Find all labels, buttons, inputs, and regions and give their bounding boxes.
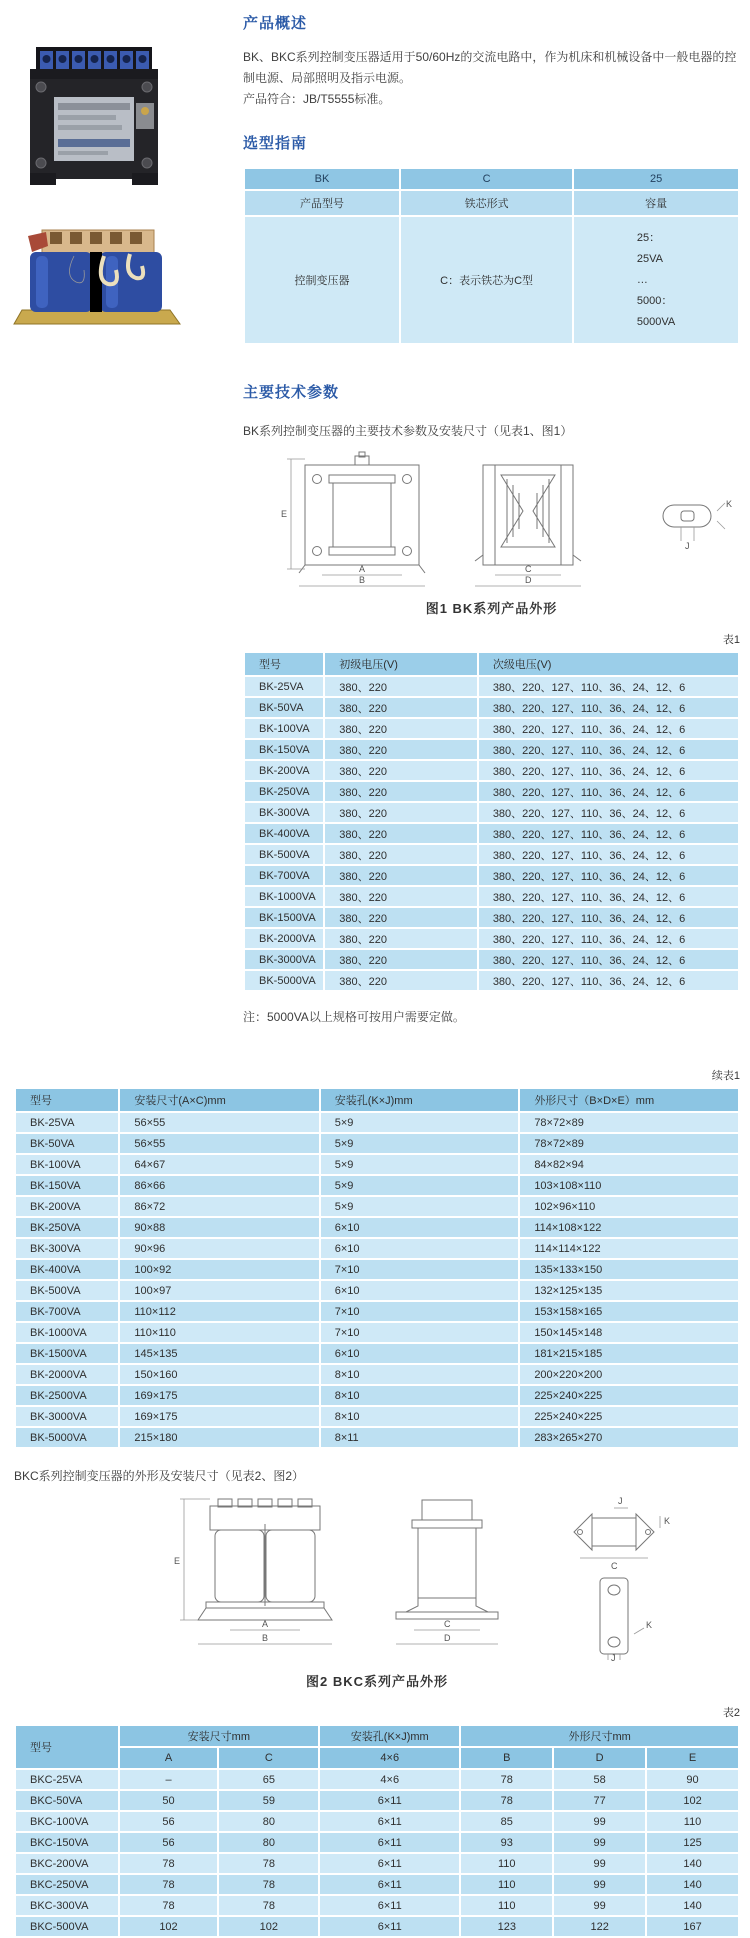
cont-header-model: 型号 (16, 1089, 118, 1111)
table-cell: 169×175 (120, 1407, 318, 1426)
table-cell: 114×114×122 (520, 1239, 738, 1258)
table-cell: 5×9 (321, 1197, 519, 1216)
selection-desc-core: C：表示铁芯为C型 (401, 217, 572, 343)
table-cell: BK-5000VA (16, 1428, 118, 1447)
table-row (16, 1155, 738, 1174)
table-cell: 167 (647, 1917, 738, 1936)
bk-intro-text: BK系列控制变压器的主要技术参数及安装尺寸（见表1、图1） (243, 424, 573, 438)
table-cell: 380、220 (325, 908, 477, 927)
table1 (243, 651, 740, 992)
table-cell: 6×10 (321, 1239, 519, 1258)
table-cell: 380、220 (325, 740, 477, 759)
table-row (16, 1197, 738, 1216)
table-row (16, 1854, 738, 1873)
figure2-drawing (14, 1494, 740, 1662)
table-cell: 78 (219, 1875, 318, 1894)
table-cell: 150×160 (120, 1365, 318, 1384)
table-cell: 110 (461, 1875, 552, 1894)
table-cell: 8×10 (321, 1365, 519, 1384)
table-cell: 169×175 (120, 1386, 318, 1405)
table-cell: BK-3000VA (245, 950, 323, 969)
table-cell: BK-2000VA (16, 1365, 118, 1384)
table-cell: 6×11 (320, 1917, 459, 1936)
fig1-dim-e: E (281, 509, 288, 519)
table-cell: 380、220 (325, 950, 477, 969)
fig2-dim-d: D (444, 1633, 451, 1643)
table-cell: 380、220、127、110、36、24、12、6 (479, 782, 738, 801)
table-cell: 93 (461, 1833, 552, 1852)
table-cell: 6×11 (320, 1896, 459, 1915)
table-cell: BKC-300VA (16, 1896, 118, 1915)
table-cell: BK-500VA (245, 845, 323, 864)
table-row (16, 1239, 738, 1258)
table-cell: 7×10 (321, 1260, 519, 1279)
table-cell: 6×11 (320, 1812, 459, 1831)
table-cell: 78 (461, 1770, 552, 1789)
table-cell: BK-1000VA (245, 887, 323, 906)
table-row (245, 719, 738, 738)
table-cell: 110 (647, 1812, 738, 1831)
table-cell: BKC-200VA (16, 1854, 118, 1873)
table-cell: BK-2000VA (245, 929, 323, 948)
table-cell: 380、220、127、110、36、24、12、6 (479, 887, 738, 906)
capacity-lines (637, 228, 675, 333)
table-cell: 100×97 (120, 1281, 318, 1300)
table-cell: 84×82×94 (520, 1155, 738, 1174)
table-row (16, 1281, 738, 1300)
table-cell: 215×180 (120, 1428, 318, 1447)
table2-label: 表2 (722, 1707, 740, 1719)
table-row (16, 1791, 738, 1810)
table-cell: 380、220 (325, 761, 477, 780)
table-cell: BK-100VA (16, 1155, 118, 1174)
table-cell: 110 (461, 1854, 552, 1873)
table-row (16, 1428, 738, 1447)
table-cell: 6×10 (321, 1281, 519, 1300)
fig2-dim-a: A (262, 1619, 269, 1629)
table-cell: 125 (647, 1833, 738, 1852)
table-cell: BK-2500VA (16, 1386, 118, 1405)
table-cell: 380、220、127、110、36、24、12、6 (479, 677, 738, 696)
table-row (245, 908, 738, 927)
table2-header-row1 (16, 1726, 738, 1746)
table-row (16, 1875, 738, 1894)
table2-header-model: 型号 (16, 1726, 118, 1768)
table-row (16, 1896, 738, 1915)
table-cell: 380、220 (325, 803, 477, 822)
capacity-line: … (636, 273, 648, 286)
table-cell: 5×9 (321, 1155, 519, 1174)
table-cell: 380、220 (325, 929, 477, 948)
table-cell: BK-700VA (16, 1302, 118, 1321)
selection-label-row (245, 191, 738, 215)
bkc-transformer-illustration (12, 226, 182, 334)
table-row (16, 1365, 738, 1384)
table2-header-hole: 安装孔(K×J)mm (320, 1726, 459, 1746)
selection-desc-capacity (574, 217, 738, 343)
table-cell: 225×240×225 (520, 1407, 738, 1426)
table-cell: 7×10 (321, 1302, 519, 1321)
table-cell: 78 (461, 1791, 552, 1810)
table-cell: BK-700VA (245, 866, 323, 885)
table1-body (245, 677, 738, 990)
table-cell: 380、220 (325, 677, 477, 696)
figure2-caption: 图2 BKC系列产品外形 (305, 1674, 448, 1689)
figure1-drawing (243, 449, 740, 589)
table-cell: 380、220 (325, 845, 477, 864)
table-cell: 59 (219, 1791, 318, 1810)
table-cell: 380、220 (325, 866, 477, 885)
table-row (16, 1260, 738, 1279)
table-cell: 8×10 (321, 1386, 519, 1405)
table-cell: 80 (219, 1833, 318, 1852)
table-cell: BK-1000VA (16, 1323, 118, 1342)
table-cell: 145×135 (120, 1344, 318, 1363)
table-row (16, 1218, 738, 1237)
table-row (245, 950, 738, 969)
table2-header-outline: 外形尺寸mm (461, 1726, 738, 1746)
table-cell: 99 (554, 1896, 645, 1915)
table1-label: 表1 (722, 634, 740, 646)
table2-subheader-c: C (219, 1748, 318, 1768)
table-cell: 56×55 (120, 1113, 318, 1132)
table-cell: 78 (219, 1854, 318, 1873)
table-cell: 225×240×225 (520, 1386, 738, 1405)
bk-transformer-illustration (24, 45, 164, 195)
table-cell: 99 (554, 1854, 645, 1873)
table-cell: 78×72×89 (520, 1134, 738, 1153)
table-cell: BK-1500VA (16, 1344, 118, 1363)
table-cell: 90×88 (120, 1218, 318, 1237)
table-cell: 56 (120, 1833, 218, 1852)
table-cell: 110×110 (120, 1323, 318, 1342)
table-cell: 77 (554, 1791, 645, 1810)
table-cell: BKC-100VA (16, 1812, 118, 1831)
cont-table (14, 1087, 740, 1449)
table-cell: 50 (120, 1791, 218, 1810)
fig2-dim-k2: K (646, 1620, 653, 1630)
table-row (245, 887, 738, 906)
table-cell: 6×11 (320, 1875, 459, 1894)
table-cell: 99 (554, 1812, 645, 1831)
table-cell: BK-500VA (16, 1281, 118, 1300)
table-cell: 380、220、127、110、36、24、12、6 (479, 929, 738, 948)
table2-header-mount: 安装尺寸mm (120, 1726, 319, 1746)
fig1-dim-k: K (726, 499, 733, 509)
cont-header-mount-hole: 安装孔(K×J)mm (321, 1089, 519, 1111)
table-cell: BK-1500VA (245, 908, 323, 927)
table-row (16, 1407, 738, 1426)
table-row (245, 761, 738, 780)
table1-header-model: 型号 (245, 653, 323, 675)
table-cell: 380、220、127、110、36、24、12、6 (479, 866, 738, 885)
main-content (243, 0, 740, 1025)
table-cell: BK-150VA (245, 740, 323, 759)
table-cell: 6×10 (321, 1218, 519, 1237)
table-cell: 140 (647, 1854, 738, 1873)
table1-note: 注：5000VA以上规格可按用户需要定做。 (243, 1010, 465, 1024)
table-cell: 90×96 (120, 1239, 318, 1258)
table-cell: 5×9 (321, 1176, 519, 1195)
table-cell: BK-5000VA (245, 971, 323, 990)
cont-table-header-row (16, 1089, 738, 1111)
table-cell: BK-150VA (16, 1176, 118, 1195)
table-cell: 380、220、127、110、36、24、12、6 (479, 740, 738, 759)
table2-subheader-b: B (461, 1748, 552, 1768)
table-row (16, 1833, 738, 1852)
table-cell: 110 (461, 1896, 552, 1915)
fig2-dim-j: J (618, 1496, 623, 1506)
table-row (16, 1323, 738, 1342)
table-cell: 8×10 (321, 1407, 519, 1426)
fig2-dim-k: K (664, 1516, 671, 1526)
figure1 (243, 449, 740, 617)
table-cell: 380、220、127、110、36、24、12、6 (479, 761, 738, 780)
table-cell: 380、220、127、110、36、24、12、6 (479, 845, 738, 864)
table-cell: 99 (554, 1875, 645, 1894)
table-cell: BKC-250VA (16, 1875, 118, 1894)
table-cell: 380、220 (325, 698, 477, 717)
table-cell: BKC-50VA (16, 1791, 118, 1810)
fig2-dim-j2: J (611, 1653, 616, 1662)
table-row (245, 803, 738, 822)
table-cell: 181×215×185 (520, 1344, 738, 1363)
table-row (16, 1302, 738, 1321)
table-cell: 380、220、127、110、36、24、12、6 (479, 950, 738, 969)
selection-label-capacity: 容量 (574, 191, 738, 215)
table-row (16, 1134, 738, 1153)
fig1-dim-b: B (359, 575, 366, 585)
selection-code-row (245, 169, 738, 189)
table-cell: BKC-150VA (16, 1833, 118, 1852)
overview-heading: 产品概述 (243, 15, 308, 32)
table-cell: 6×10 (321, 1344, 519, 1363)
table-cell: 5×9 (321, 1113, 519, 1132)
table-cell: BK-250VA (245, 782, 323, 801)
table-cell: 380、220、127、110、36、24、12、6 (479, 719, 738, 738)
table-cell: BK-300VA (245, 803, 323, 822)
table-cell: 380、220、127、110、36、24、12、6 (479, 908, 738, 927)
table-cell: 90 (647, 1770, 738, 1789)
fig1-dim-d: D (525, 575, 532, 585)
table-cell: 78 (120, 1896, 218, 1915)
lower-section (14, 1067, 740, 1938)
table-cell: 102 (647, 1791, 738, 1810)
table-row (16, 1812, 738, 1831)
table-cell: 80 (219, 1812, 318, 1831)
table-cell: 85 (461, 1812, 552, 1831)
table-cell: 78 (120, 1854, 218, 1873)
table-cell: BK-300VA (16, 1239, 118, 1258)
table-cell: 6×11 (320, 1791, 459, 1810)
table-cell: 102×96×110 (520, 1197, 738, 1216)
overview-body: BK、BKC系列控制变压器适用于50/60Hz的交流电路中，作为机床和机械设备中一般电器的控制电源、局部照明及指示电源。 (243, 50, 737, 85)
table-cell: 135×133×150 (520, 1260, 738, 1279)
bk-transformer-photo (24, 45, 164, 200)
table-cell: 102 (120, 1917, 218, 1936)
selection-label-model: 产品型号 (245, 191, 399, 215)
table-cell: 78×72×89 (520, 1113, 738, 1132)
table-cell: 78 (219, 1896, 318, 1915)
bkc-intro-text: BKC系列控制变压器的外形及安装尺寸（见表2、图2） (14, 1469, 305, 1483)
figure1-caption: 图1 BK系列产品外形 (425, 601, 558, 616)
table-cell: 7×10 (321, 1323, 519, 1342)
capacity-line: 5000VA (636, 315, 676, 328)
capacity-line: 25： (636, 231, 661, 244)
table-cell: 110×112 (120, 1302, 318, 1321)
table-cell: BK-400VA (245, 824, 323, 843)
table2-header-row2 (16, 1748, 738, 1768)
table-cell: 102 (219, 1917, 318, 1936)
selection-desc-model: 控制变压器 (245, 217, 399, 343)
table-row (16, 1770, 738, 1789)
table-cell: 283×265×270 (520, 1428, 738, 1447)
table-row (16, 1113, 738, 1132)
table-cell: BK-25VA (16, 1113, 118, 1132)
table-cell: BK-3000VA (16, 1407, 118, 1426)
cont-header-mount-size: 安装尺寸(A×C)mm (120, 1089, 318, 1111)
tech-heading: 主要技术参数 (243, 384, 340, 401)
table-cell: 140 (647, 1875, 738, 1894)
fig2-dim-b: B (262, 1633, 269, 1643)
table2-subheader-d: D (554, 1748, 645, 1768)
table-row (16, 1176, 738, 1195)
selection-desc-row (245, 217, 738, 343)
table-cell: 150×145×148 (520, 1323, 738, 1342)
table-cell: 78 (120, 1875, 218, 1894)
table-cell: – (120, 1770, 218, 1789)
capacity-line: 25VA (636, 252, 664, 265)
table-cell: 56×55 (120, 1134, 318, 1153)
selection-code-bk: BK (245, 169, 399, 189)
fig2-dim-e: E (174, 1556, 181, 1566)
table-row (245, 971, 738, 990)
table-cell: 132×125×135 (520, 1281, 738, 1300)
table-cell: BK-250VA (16, 1218, 118, 1237)
fig1-dim-c: C (525, 564, 532, 574)
table-cell: BKC-500VA (16, 1917, 118, 1936)
table-cell: 4×6 (320, 1770, 459, 1789)
table-cell: 65 (219, 1770, 318, 1789)
table-row (245, 929, 738, 948)
table-cell: 380、220、127、110、36、24、12、6 (479, 698, 738, 717)
table-cell: 100×92 (120, 1260, 318, 1279)
table-cell: 58 (554, 1770, 645, 1789)
table-cell: BKC-25VA (16, 1770, 118, 1789)
bkc-transformer-photo (12, 226, 182, 339)
table-cell: 6×11 (320, 1833, 459, 1852)
table-cell: BK-200VA (245, 761, 323, 780)
table1-header-row (245, 653, 738, 675)
table2-subheader-hole-size: 4×6 (320, 1748, 459, 1768)
overview-standard: 产品符合：JB/T5555标准。 (243, 92, 391, 106)
table-cell: BK-50VA (16, 1134, 118, 1153)
fig1-dim-a: A (359, 564, 366, 574)
selection-guide-table (243, 167, 740, 345)
table-cell: 86×66 (120, 1176, 318, 1195)
table-cell: BK-400VA (16, 1260, 118, 1279)
table-cell: 8×11 (321, 1428, 519, 1447)
table-cell: 380、220 (325, 887, 477, 906)
cont-table-body (16, 1113, 738, 1447)
table-row (16, 1344, 738, 1363)
table-cell: 6×11 (320, 1854, 459, 1873)
cont-header-outline: 外形尺寸（B×D×E）mm (520, 1089, 738, 1111)
table-cell: 380、220、127、110、36、24、12、6 (479, 803, 738, 822)
table-cell: 56 (120, 1812, 218, 1831)
table-cell: 380、220 (325, 824, 477, 843)
table-cell: 86×72 (120, 1197, 318, 1216)
table-cell: 122 (554, 1917, 645, 1936)
table-row (245, 677, 738, 696)
table-cell: BK-100VA (245, 719, 323, 738)
table-row (245, 740, 738, 759)
fig1-dim-j: J (685, 541, 690, 551)
table-row (245, 698, 738, 717)
table-row (245, 866, 738, 885)
table-cell: 380、220、127、110、36、24、12、6 (479, 824, 738, 843)
selection-heading: 选型指南 (243, 135, 308, 152)
figure2 (14, 1494, 740, 1690)
fig2-dim-c2: C (611, 1561, 618, 1571)
table-cell: 380、220 (325, 782, 477, 801)
table1-header-primary: 初级电压(V) (325, 653, 477, 675)
table-cell: 380、220 (325, 971, 477, 990)
table-cell: 123 (461, 1917, 552, 1936)
selection-code-c: C (401, 169, 572, 189)
table-row (245, 824, 738, 843)
table2-subheader-a: A (120, 1748, 218, 1768)
table-row (245, 782, 738, 801)
fig2-dim-c: C (444, 1619, 451, 1629)
table-cell: 153×158×165 (520, 1302, 738, 1321)
selection-code-25: 25 (574, 169, 738, 189)
table-cell: 103×108×110 (520, 1176, 738, 1195)
table-cell: 5×9 (321, 1134, 519, 1153)
table1-header-secondary: 次级电压(V) (479, 653, 738, 675)
cont-table-label: 续表1 (711, 1070, 740, 1082)
table-cell: 380、220、127、110、36、24、12、6 (479, 971, 738, 990)
table-row (16, 1386, 738, 1405)
table2-body (16, 1770, 738, 1936)
table-cell: 114×108×122 (520, 1218, 738, 1237)
table2-subheader-e: E (647, 1748, 738, 1768)
capacity-line: 5000： (636, 294, 673, 307)
selection-label-core: 铁芯形式 (401, 191, 572, 215)
table-cell: 64×67 (120, 1155, 318, 1174)
table-cell: BK-25VA (245, 677, 323, 696)
table-row (16, 1917, 738, 1936)
table-cell: 140 (647, 1896, 738, 1915)
table-cell: BK-200VA (16, 1197, 118, 1216)
table-cell: 200×220×200 (520, 1365, 738, 1384)
table-cell: 380、220 (325, 719, 477, 738)
table2 (14, 1724, 740, 1938)
table-row (245, 845, 738, 864)
table-cell: 99 (554, 1833, 645, 1852)
table-cell: BK-50VA (245, 698, 323, 717)
